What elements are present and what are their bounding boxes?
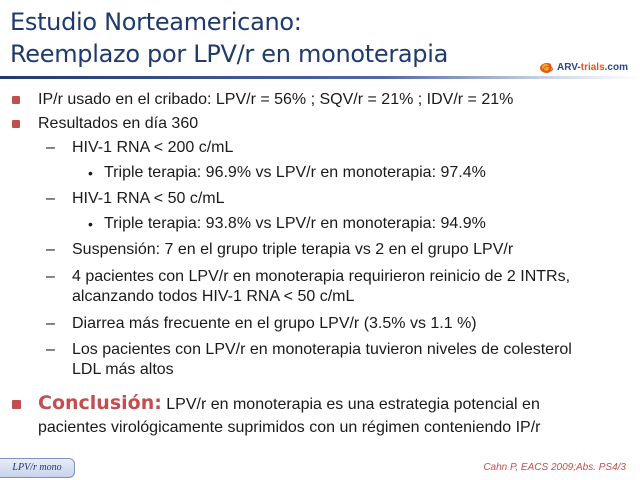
- logo-accent: trials: [580, 62, 605, 73]
- title-line-1: Estudio Norteamericano:: [10, 8, 302, 36]
- logo-prefix: ARV-: [557, 62, 581, 73]
- conclusion-block: [38, 392, 608, 439]
- sub-sub-bullet-item: [88, 214, 486, 234]
- bullet-text-continuation: alcanzando todos HIV-1 RNA < 50 c/mL: [72, 288, 355, 305]
- footer-tag: LPV/r mono: [0, 458, 75, 478]
- dash-bullet-icon: –: [46, 315, 55, 332]
- sub-bullet-item: [46, 340, 572, 380]
- sub-sub-bullet-item: [88, 163, 486, 183]
- bullet-text: Triple terapia: 93.8% vs LPV/r en monoterapia: 94.9%: [104, 215, 486, 232]
- conclusion-text: LPV/r en monoterapia es una estrategia potencial en pacientes virológicamente suprimidos con un régimen conteniendo IP/r: [38, 396, 541, 436]
- square-bullet-icon: [12, 400, 21, 409]
- title-line-2: Reemplazo por LPV/r en monoterapia: [10, 40, 449, 68]
- sub-bullet-item: [46, 314, 477, 334]
- square-bullet-icon: [12, 96, 20, 104]
- bullet-text: Triple terapia: 96.9% vs LPV/r en monoterapia: 97.4%: [104, 164, 486, 181]
- sub-bullet-item: [46, 240, 514, 260]
- sub-bullet-item: [46, 267, 571, 307]
- citation: Cahn P, EACS 2009;Abs. PS4/3: [483, 462, 626, 473]
- dash-bullet-icon: –: [46, 190, 55, 207]
- bullet-text: Suspensión: 7 en el grupo triple terapia vs 2 en el grupo LPV/r: [72, 241, 514, 258]
- bullet-text: Diarrea más frecuente en el grupo LPV/r (3.5% vs 1.1 %): [72, 315, 477, 332]
- conclusion-label: Conclusión:: [38, 392, 162, 414]
- bullet-item: [38, 90, 513, 110]
- bullet-text-continuation: LDL más altos: [72, 361, 174, 378]
- bullet-text: Resultados en día 360: [38, 115, 199, 132]
- logo-suffix: .com: [604, 62, 628, 73]
- dot-bullet-icon: •: [88, 216, 93, 232]
- bullet-text: 4 pacientes con LPV/r en monoterapia requirieron reinicio de 2 INTRs,: [72, 268, 571, 285]
- sub-bullet-item: [46, 189, 225, 209]
- sub-bullet-item: [46, 138, 234, 158]
- dash-bullet-icon: –: [46, 139, 55, 156]
- dash-bullet-icon: –: [46, 268, 55, 285]
- bullet-text: IP/r usado en el cribado: LPV/r = 56% ; SQV/r = 21% ; IDV/r = 21%: [38, 91, 514, 108]
- bullet-text: HIV-1 RNA < 200 c/mL: [72, 139, 234, 156]
- dash-bullet-icon: –: [46, 241, 55, 258]
- dot-bullet-icon: •: [88, 165, 93, 181]
- square-bullet-icon: [12, 120, 20, 128]
- dash-bullet-icon: –: [46, 341, 55, 358]
- bullet-text: Los pacientes con LPV/r en monoterapia tuvieron niveles de colesterol: [72, 341, 572, 358]
- bullet-item: [38, 114, 198, 134]
- bullet-text: HIV-1 RNA < 50 c/mL: [72, 190, 225, 207]
